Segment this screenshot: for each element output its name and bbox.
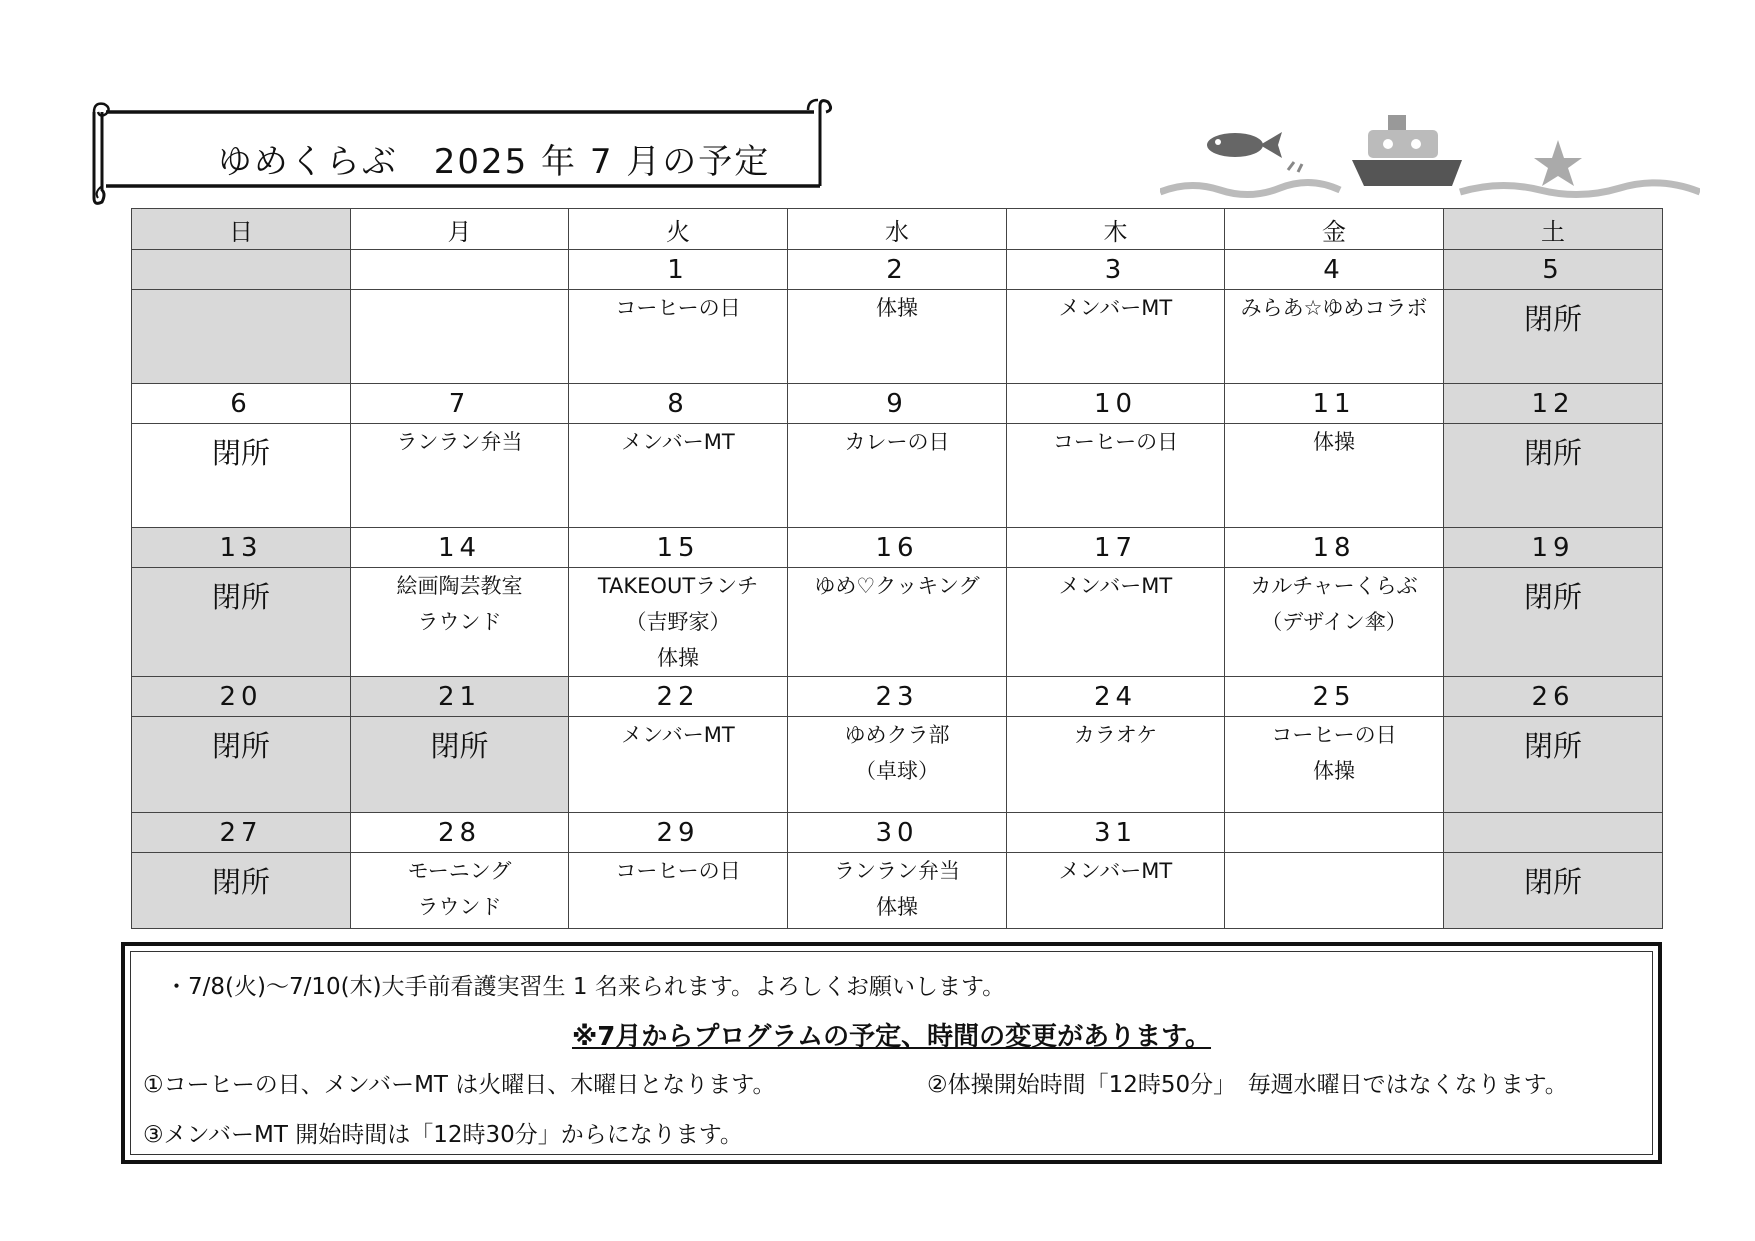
day-events	[1225, 290, 1444, 384]
day-number: 19	[1444, 528, 1663, 568]
event-label: 体操	[657, 646, 699, 670]
day-events	[788, 568, 1007, 677]
day-events	[351, 290, 569, 384]
day-events	[1007, 290, 1225, 384]
day-number: 2	[788, 250, 1007, 290]
event-label: コーヒーの日	[615, 296, 741, 320]
event-label: ラウンド	[417, 895, 502, 919]
day-events	[1007, 853, 1225, 929]
day-number: 31	[1007, 813, 1225, 853]
event-label: 体操	[876, 296, 918, 320]
day-number	[132, 250, 351, 290]
day-number: 11	[1225, 384, 1444, 424]
day-events	[1444, 717, 1663, 813]
day-number: 23	[788, 677, 1007, 717]
week-events-row	[132, 290, 1663, 384]
day-number: 28	[351, 813, 569, 853]
day-number: 16	[788, 528, 1007, 568]
day-number: 9	[788, 384, 1007, 424]
page-title: ゆめくらぶ 2025 年 7 月の予定	[217, 142, 771, 182]
weekday-wed: 水	[788, 209, 1007, 250]
day-events	[132, 290, 351, 384]
week-row	[132, 528, 1663, 568]
sea-decoration	[1160, 110, 1700, 200]
week-row	[132, 813, 1663, 853]
event-label: メンバーMT	[1058, 574, 1173, 598]
closed-label: 閉所	[211, 865, 270, 899]
day-events	[1225, 424, 1444, 528]
day-events	[788, 717, 1007, 813]
notice-heading: ※7月からプログラムの予定、時間の変更があります。	[571, 1022, 1212, 1052]
closed-label: 閉所	[1523, 302, 1582, 336]
week-events-row	[132, 568, 1663, 677]
notice-item-2: ②体操開始時間「12時50分」 毎週水曜日ではなくなります。	[927, 1072, 1568, 1098]
event-label: （卓球）	[855, 759, 939, 783]
event-label: ラウンド	[417, 610, 502, 634]
day-events	[1444, 424, 1663, 528]
notice-item-1: ①コーヒーの日、メンバーMT は火曜日、木曜日となります。	[143, 1072, 776, 1098]
event-label: カレーの日	[844, 430, 950, 454]
event-label: （デザイン傘）	[1261, 610, 1407, 634]
day-number: 4	[1225, 250, 1444, 290]
event-label: （吉野家）	[625, 610, 731, 634]
fish-icon	[1207, 132, 1302, 172]
day-events	[132, 853, 351, 929]
day-events	[1444, 853, 1663, 929]
week-row	[132, 250, 1663, 290]
notice-item-3: ③メンバーMT 開始時間は「12時30分」からになります。	[143, 1122, 743, 1148]
week-row	[132, 677, 1663, 717]
event-label: ゆめクラ部	[844, 723, 950, 747]
event-label: 体操	[1313, 759, 1355, 783]
day-events	[1225, 568, 1444, 677]
closed-label: 閉所	[1523, 729, 1582, 763]
day-number: 25	[1225, 677, 1444, 717]
notice-box	[121, 942, 1662, 1164]
day-number: 1	[569, 250, 788, 290]
event-label: 絵画陶芸教室	[396, 574, 523, 598]
closed-label: 閉所	[430, 729, 489, 763]
event-label: メンバーMT	[1058, 859, 1173, 883]
day-number	[1444, 813, 1663, 853]
boat-icon	[1352, 115, 1462, 186]
week-events-row	[132, 717, 1663, 813]
day-events	[788, 290, 1007, 384]
weekday-thu: 木	[1007, 209, 1225, 250]
event-label: ランラン弁当	[396, 430, 523, 454]
day-events	[569, 853, 788, 929]
day-events	[1225, 853, 1444, 929]
day-number: 26	[1444, 677, 1663, 717]
event-label: コーヒーの日	[1052, 430, 1179, 454]
day-events	[351, 568, 569, 677]
day-number: 7	[351, 384, 569, 424]
day-events	[132, 424, 351, 528]
day-number: 5	[1444, 250, 1663, 290]
day-number: 30	[788, 813, 1007, 853]
day-number: 12	[1444, 384, 1663, 424]
week-events-row	[132, 424, 1663, 528]
event-label: カルチャーくらぶ	[1250, 574, 1418, 598]
closed-label: 閉所	[211, 436, 270, 470]
event-label: メンバーMT	[621, 430, 735, 454]
day-events	[351, 717, 569, 813]
event-label: ランラン弁当	[834, 859, 960, 883]
day-events	[569, 290, 788, 384]
day-events	[1007, 568, 1225, 677]
closed-label: 閉所	[211, 729, 270, 763]
day-events	[351, 424, 569, 528]
day-number: 24	[1007, 677, 1225, 717]
event-label: メンバーMT	[1058, 296, 1173, 320]
day-number: 6	[132, 384, 351, 424]
event-label: カラオケ	[1073, 723, 1158, 747]
event-label: モーニング	[407, 859, 512, 883]
day-events	[788, 853, 1007, 929]
weekday-sun: 日	[132, 209, 351, 250]
day-number: 13	[132, 528, 351, 568]
day-number: 22	[569, 677, 788, 717]
day-events	[132, 568, 351, 677]
event-label: メンバーMT	[621, 723, 735, 747]
notice-inner-frame	[130, 951, 1653, 1155]
closed-label: 閉所	[1523, 865, 1582, 899]
title-banner	[84, 98, 834, 208]
week-row	[132, 384, 1663, 424]
day-number: 10	[1007, 384, 1225, 424]
day-number: 21	[351, 677, 569, 717]
day-number	[351, 250, 569, 290]
day-number: 8	[569, 384, 788, 424]
closed-label: 閉所	[1523, 580, 1582, 614]
day-number: 15	[569, 528, 788, 568]
event-label: 体操	[876, 895, 918, 919]
day-number: 3	[1007, 250, 1225, 290]
day-number	[1225, 813, 1444, 853]
day-number: 29	[569, 813, 788, 853]
day-events	[1444, 290, 1663, 384]
day-events	[1444, 568, 1663, 677]
day-events	[1007, 424, 1225, 528]
day-number: 27	[132, 813, 351, 853]
week-events-row	[132, 853, 1663, 929]
closed-label: 閉所	[1523, 436, 1582, 470]
day-events	[132, 717, 351, 813]
weekday-mon: 月	[351, 209, 569, 250]
day-number: 17	[1007, 528, 1225, 568]
day-number: 14	[351, 528, 569, 568]
day-events	[351, 853, 569, 929]
day-events	[569, 568, 788, 677]
event-label: ゆめ♡クッキング	[814, 574, 980, 598]
weekday-tue: 火	[569, 209, 788, 250]
day-events	[569, 717, 788, 813]
notice-line-1: ・7/8(火)～7/10(木)大手前看護実習生 1 名来られます。よろしくお願いします。	[165, 974, 1006, 1000]
day-events	[1007, 717, 1225, 813]
day-number: 20	[132, 677, 351, 717]
day-number: 18	[1225, 528, 1444, 568]
starfish-icon	[1534, 140, 1582, 186]
calendar-table	[131, 208, 1663, 929]
event-label: コーヒーの日	[615, 859, 741, 883]
day-events	[569, 424, 788, 528]
event-label: みらあ☆ゆめコラボ	[1240, 296, 1428, 320]
event-label: 体操	[1313, 430, 1355, 454]
weekday-header-row	[132, 209, 1663, 250]
day-events	[788, 424, 1007, 528]
weekday-fri: 金	[1225, 209, 1444, 250]
closed-label: 閉所	[211, 580, 270, 614]
day-events	[1225, 717, 1444, 813]
event-label: コーヒーの日	[1271, 723, 1397, 747]
weekday-sat: 土	[1444, 209, 1663, 250]
event-label: TAKEOUTランチ	[597, 574, 759, 598]
